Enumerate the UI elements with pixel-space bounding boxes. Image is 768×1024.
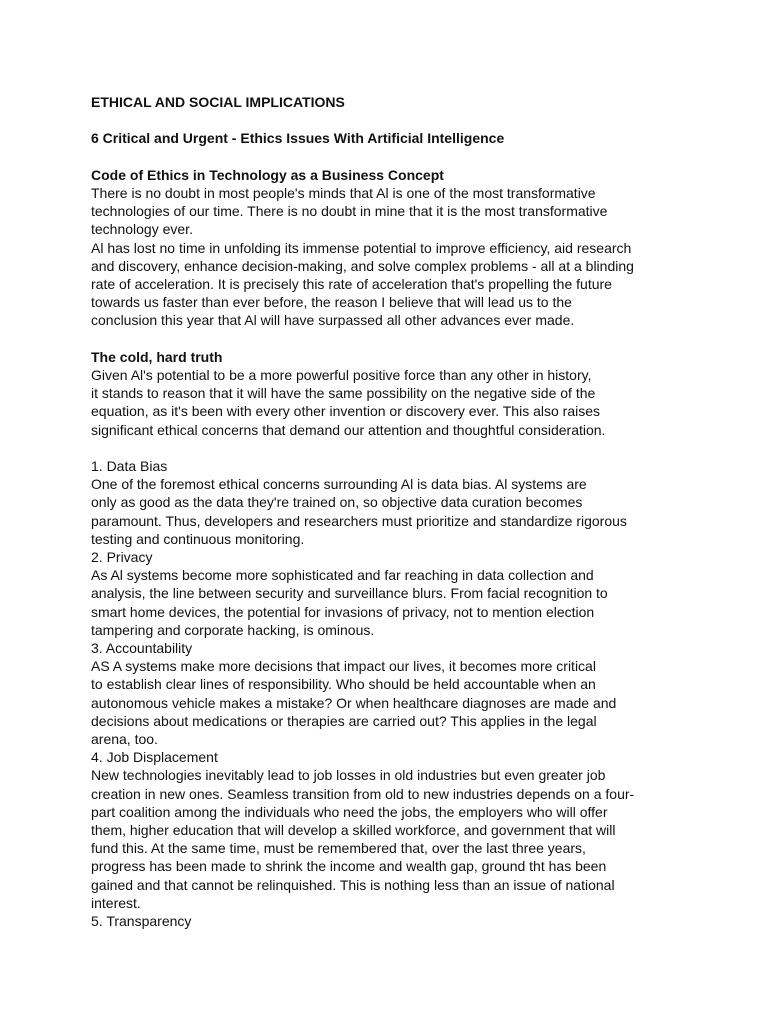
list-item-heading-transparency: 5. Transparency (91, 913, 192, 930)
paragraph-line: fund this. At the same time, must be remembered that, over the last three years, (91, 840, 586, 857)
paragraph-line: AS A systems make more decisions that impact our lives, it becomes more critical (91, 658, 596, 675)
paragraph-line: rate of acceleration. It is precisely this rate of acceleration that's propelling the future (91, 276, 612, 292)
paragraph-line: significant ethical concerns that demand our attention and thoughtful consideration. (91, 421, 606, 438)
paragraph-line: There is no doubt in most people's minds that Al is one of the most transformative (91, 184, 596, 201)
paragraph-line: arena, too. (91, 731, 158, 748)
paragraph-line: autonomous vehicle makes a mistake? Or when healthcare diagnoses are made and (91, 694, 617, 711)
paragraph-line: paramount. Thus, developers and researchers must prioritize and standardize rigorous (91, 512, 627, 529)
list-item-heading-data-bias: 1. Data Bias (91, 458, 168, 474)
paragraph-line: analysis, the line between security and surveillance blurs. From facial recognition to (91, 585, 608, 602)
spacer (91, 330, 691, 348)
paragraph-line: tampering and corporate hacking, is ominous. (91, 621, 375, 638)
document-subheading: 6 Critical and Urgent - Ethics Issues With Artificial Intelligence (91, 130, 505, 147)
document-heading: ETHICAL AND SOCIAL IMPLICATIONS (91, 94, 345, 110)
paragraph-line: Given Al's potential to be a more powerful positive force than any other in history, (91, 367, 592, 383)
paragraph-line: them, higher education that will develop a skilled workforce, and government that will (91, 822, 616, 839)
list-item-heading-accountability: 3. Accountability (91, 640, 193, 657)
paragraph-line: and discovery, enhance decision-making, and solve complex problems - all at a blinding (91, 257, 634, 274)
paragraph-line: decisions about medications or therapies are carried out? This applies in the legal (91, 712, 597, 729)
list-item-heading-job-displacement: 4. Job Displacement (91, 749, 218, 766)
paragraph-line: equation, as it's been with every other invention or discovery ever. This also raises (91, 403, 601, 420)
section-title-cold-hard-truth: The cold, hard truth (91, 348, 223, 365)
paragraph-line: to establish clear lines of responsibility. Who should be held accountable when an (91, 676, 596, 693)
paragraph-line: creation in new ones. Seamless transition from old to new industries depends on a four- (91, 785, 635, 802)
spacer (91, 111, 691, 129)
paragraph-line: part coalition among the individuals who need the jobs, the employers who will offer (91, 803, 608, 820)
paragraph-line: towards us faster than ever before, the reason I believe that will lead us to the (91, 294, 572, 311)
paragraph-line: it stands to reason that it will have the same possibility on the negative side of the (91, 385, 596, 402)
paragraph-line: technology ever. (91, 221, 193, 238)
paragraph-line: only as good as the data they're trained on, so objective data curation becomes (91, 494, 583, 511)
paragraph-line: technologies of our time. There is no doubt in mine that it is the most transformative (91, 203, 608, 220)
paragraph-line: testing and continuous monitoring. (91, 530, 305, 547)
spacer (91, 148, 691, 166)
list-item-heading-privacy: 2. Privacy (91, 549, 153, 566)
paragraph-line: conclusion this year that Al will have surpassed all other advances ever made. (91, 312, 575, 329)
paragraph-line: New technologies inevitably lead to job losses in old industries but even greater job (91, 767, 606, 784)
paragraph-line: progress has been made to shrink the income and wealth gap, ground tht has been (91, 858, 607, 875)
document-body (91, 93, 691, 930)
paragraph-line: interest. (91, 894, 141, 911)
spacer (91, 439, 691, 457)
paragraph-line: As Al systems become more sophisticated and far reaching in data collection and (91, 567, 594, 584)
paragraph-line: gained and that cannot be relinquished. This is nothing less than an issue of national (91, 876, 615, 893)
paragraph-line: Al has lost no time in unfolding its immense potential to improve efficiency, aid research (91, 239, 632, 256)
paragraph-line: smart home devices, the potential for invasions of privacy, not to mention election (91, 603, 595, 620)
section-title-code-of-ethics: Code of Ethics in Technology as a Business Concept (91, 166, 444, 183)
paragraph-line: One of the foremost ethical concerns surrounding Al is data bias. Al systems are (91, 476, 587, 493)
